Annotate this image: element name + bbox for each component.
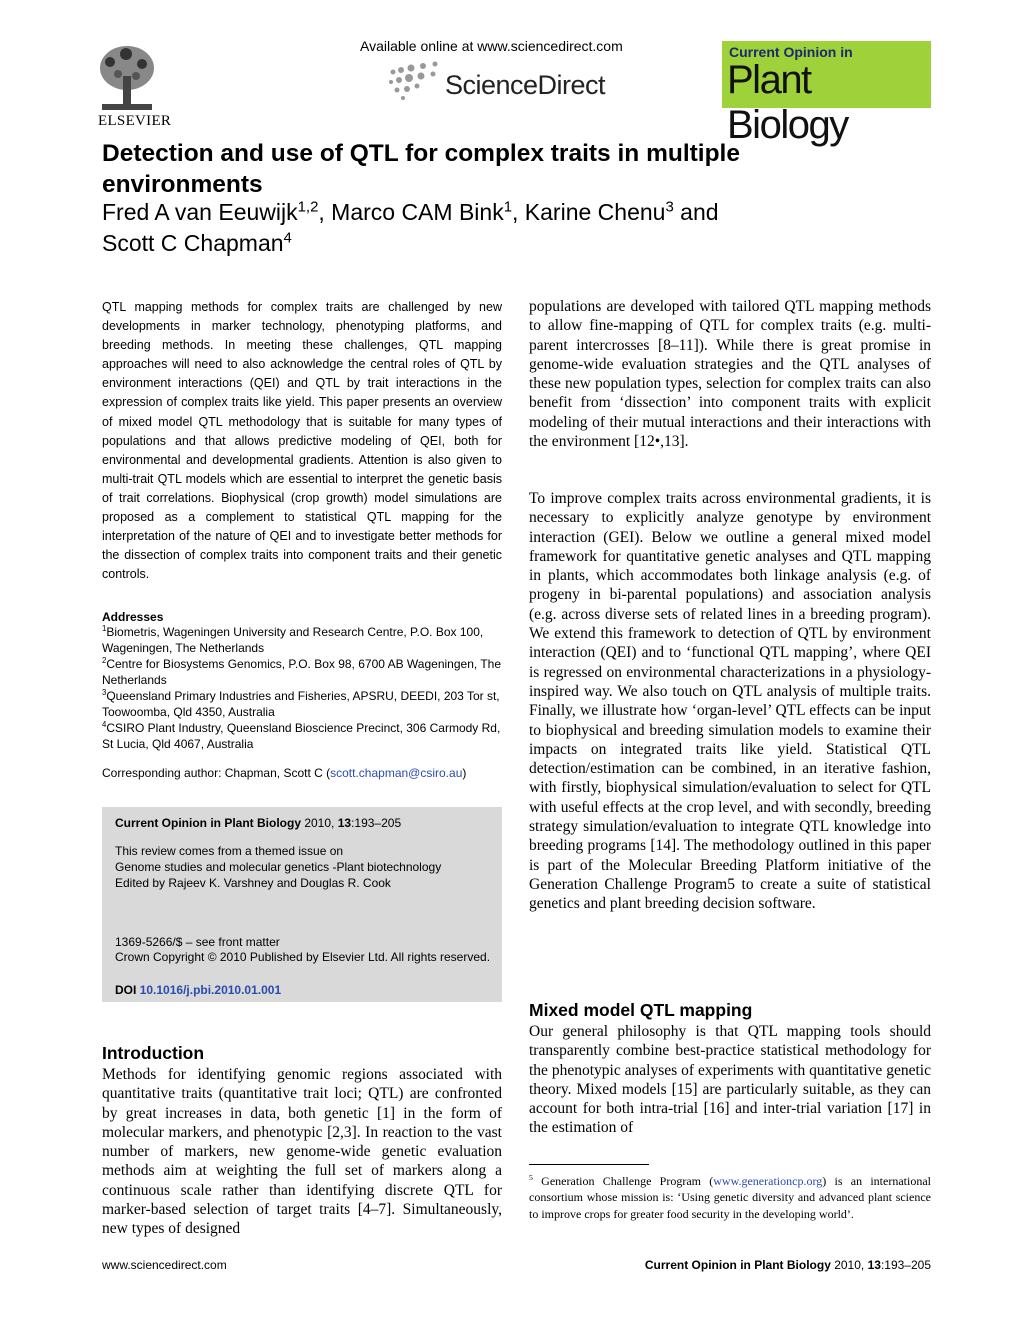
body-paragraph: populations are developed with tailored QTL mapping methods to allow fine-mapping of QTL for complex traits (e.g. multi-parent intercrosses [8–11]). While there is great promise in genome-wide evaluation strategies and the QTL analyses of these new population types, selection for complex traits can also benefit from ‘dissection’ into component traits with explicit modeling of their mutual interactions and their interactions with the environment [12•,13]. [529,298,931,451]
theme-line: This review comes from a themed issue on [115,844,344,858]
footnote-number: 5 [529,1173,533,1182]
footer-journal: Current Opinion in Plant Biology [644,1258,831,1272]
journal-logo-line2: Plant Biology [727,58,848,147]
footnote-text: ) is an international consortium whose mission is: ‘Using genetic diversity and advanced plant science to improve crops for greater food security in the developing world’. [529,1174,931,1221]
citation-line [115,816,401,830]
sciencedirect-footer-link[interactable]: www.sciencedirect.com [102,1258,227,1272]
footnote-prefix: Generation Challenge Program ( [532,1174,714,1188]
corresponding-author [102,766,502,780]
generationcp-link[interactable]: www.generationcp.org [713,1174,823,1188]
addresses-heading: Addresses [102,610,164,624]
author-name: Fred A van Eeuwijk [102,199,298,225]
elsevier-tree-icon [96,42,158,114]
available-online-line: Available online at www.sciencedirect.com [360,38,623,54]
footnote-divider [529,1164,649,1165]
author-separator: and [673,199,719,225]
journal-logo [722,41,931,147]
body-paragraph: Our general philosophy is that QTL mapping tools should transparently combine best-practice statistical methodology for the phenotypic analyses of experiments with quantitative genetic theory. Mixed models [15] are particularly suitable, as they can account for both intra-trial [16] and inter-trial variation [17] in the estimation of [529,1023,931,1137]
sciencedirect-wordmark: ScienceDirect [445,70,606,100]
address-text: CSIRO Plant Industry, Queensland Bioscience Precinct, 306 Carmody Rd, St Lucia, Qld 4067, Australia [102,721,501,751]
corresponding-suffix: ) [462,766,467,780]
issn-line: 1369-5266/$ – see front matter [115,935,280,949]
author-separator: , [512,199,525,225]
elsevier-wordmark: ELSEVIER [98,113,172,129]
address-number: 2 [102,656,107,665]
citation-year: 2010, [301,816,338,830]
author-affiliation: 4 [283,229,292,247]
address-number: 3 [102,688,107,697]
abstract: QTL mapping methods for complex traits are challenged by new developments in marker technology, phenotyping platforms, and breeding methods. In meeting these challenges, QTL mapping approaches will need to also acknowledge the central roles of QTL by environment interactions (QEI) and QTL by trait interactions in the expression of complex traits like yield. This paper presents an overview of mixed model QTL methodology that is suitable for many types of populations and that allows predictive modeling of QEI, both for environmental and developmental gradients. Attention is also given to multi-trait QTL models which are essential to interpret the genetic basis of trait correlations. Biophysical (crop growth) model simulations are proposed as a complement to statistical QTL mapping for the interpretation of the nature of QEI and to investigate better methods for the dissection of complex traits into component traits and their genetic controls. [102,300,502,582]
corresponding-prefix: Corresponding author: Chapman, Scott C ( [102,766,331,780]
theme-topic: Genome studies and molecular genetics -Plant biotechnology [115,860,442,874]
citation-journal: Current Opinion in Plant Biology [115,816,301,830]
copyright-line: Crown Copyright © 2010 Published by Elsevier Ltd. All rights reserved. [115,950,491,964]
address-text: Biometris, Wageningen University and Research Centre, P.O. Box 100, Wageningen, The Netherlands [102,625,484,655]
citation-volume: 13 [337,816,352,830]
address-text: Queensland Primary Industries and Fisheries, APSRU, DEEDI, 203 Tor st, Toowoomba, Qld 4350, Australia [102,689,500,719]
address-text: Centre for Biosystems Genomics, P.O. Box 98, 6700 AB Wageningen, The Netherlands [102,657,501,687]
article-info-box [102,807,502,1002]
footer-citation [620,1258,931,1272]
article-title: Detection and use of QTL for complex traits in multiple environments [102,140,740,198]
address-item [102,624,502,656]
author-name: Karine Chenu [524,199,666,225]
author-name: Scott C Chapman [102,230,284,256]
address-number: 4 [102,720,107,729]
mixed-model-heading: Mixed model QTL mapping [529,1000,753,1020]
author-affiliation: 1,2 [297,198,319,216]
citation-pages: :193–205 [351,816,402,830]
address-item [102,688,502,720]
footer-year: 2010, [830,1258,868,1272]
address-number: 1 [102,624,107,633]
footnote [529,1173,931,1222]
author-list [102,197,862,259]
doi-line [115,983,281,997]
journal-logo-line1: Current Opinion in [729,44,853,60]
introduction-paragraph: Methods for identifying genomic regions associated with quantitative traits (quantitative trait loci; QTL) are confronted by great increases in data, both genetic [1] in the form of molecular markers, and phenotypic [2,3]. In reaction to the vast number of markers, new genome-wide genetic evaluation methods aim at weighting the full set of markers along a continuous scale rather than identifying discrete QTL for marker-based selection of target traits [4–7]. Simultaneously, new types of designed [102,1066,502,1238]
author-affiliation: 1 [503,198,513,216]
introduction-heading: Introduction [102,1043,205,1063]
author-email-link[interactable]: scott.chapman@csiro.au [330,766,463,780]
body-paragraph: To improve complex traits across environmental gradients, it is necessary to explicitly analyze genotype by environment interaction (GEI). Below we outline a general mixed model framework for quantitative genetic analyses and QTL mapping in plants, which accommodates both linkage analysis (e.g. of progeny in bi-parental populations) and association analysis (e.g. across diverse sets of related lines in a breeding program). We extend this framework to detection of QTL by environment interaction (QEI) and to ‘functional QTL mapping’, where QEI is regressed on environmental characterizations in a physiology-inspired way. We also touch on QTL analysis of multiple traits. Finally, we illustrate how ‘organ-level’ QTL effects can be input to biophysical and breeding simulation models to examine their impacts on integrated traits like yield. Statistical QTL detection/estimation can be combined, in an iterative fashion, with firstly, biophysical simulation/evaluation to select for QTL with useful effects at the crop level, and with secondly, breeding strategy simulation/evaluation to integrate QTL knowledge into breeding programs [14]. The methodology outlined in this paper is part of the Molecular Breeding Platform initiative of the Generation Challenge Program5 to create a suite of statistical genetics and plant breeding decision software. [529,490,931,913]
addresses-list [102,624,502,752]
author-separator: , [318,199,332,225]
doi-label: DOI [115,983,137,997]
footer-volume: 13 [867,1258,881,1272]
author-affiliation: 3 [665,198,674,216]
theme-editors: Edited by Rajeev K. Varshney and Douglas R. Cook [115,876,391,890]
address-item [102,720,502,752]
doi-link[interactable]: 10.1016/j.pbi.2010.01.001 [139,983,282,997]
address-item [102,656,502,688]
footer-pages: :193–205 [880,1258,931,1272]
author-name: Marco CAM Bink [331,199,504,225]
